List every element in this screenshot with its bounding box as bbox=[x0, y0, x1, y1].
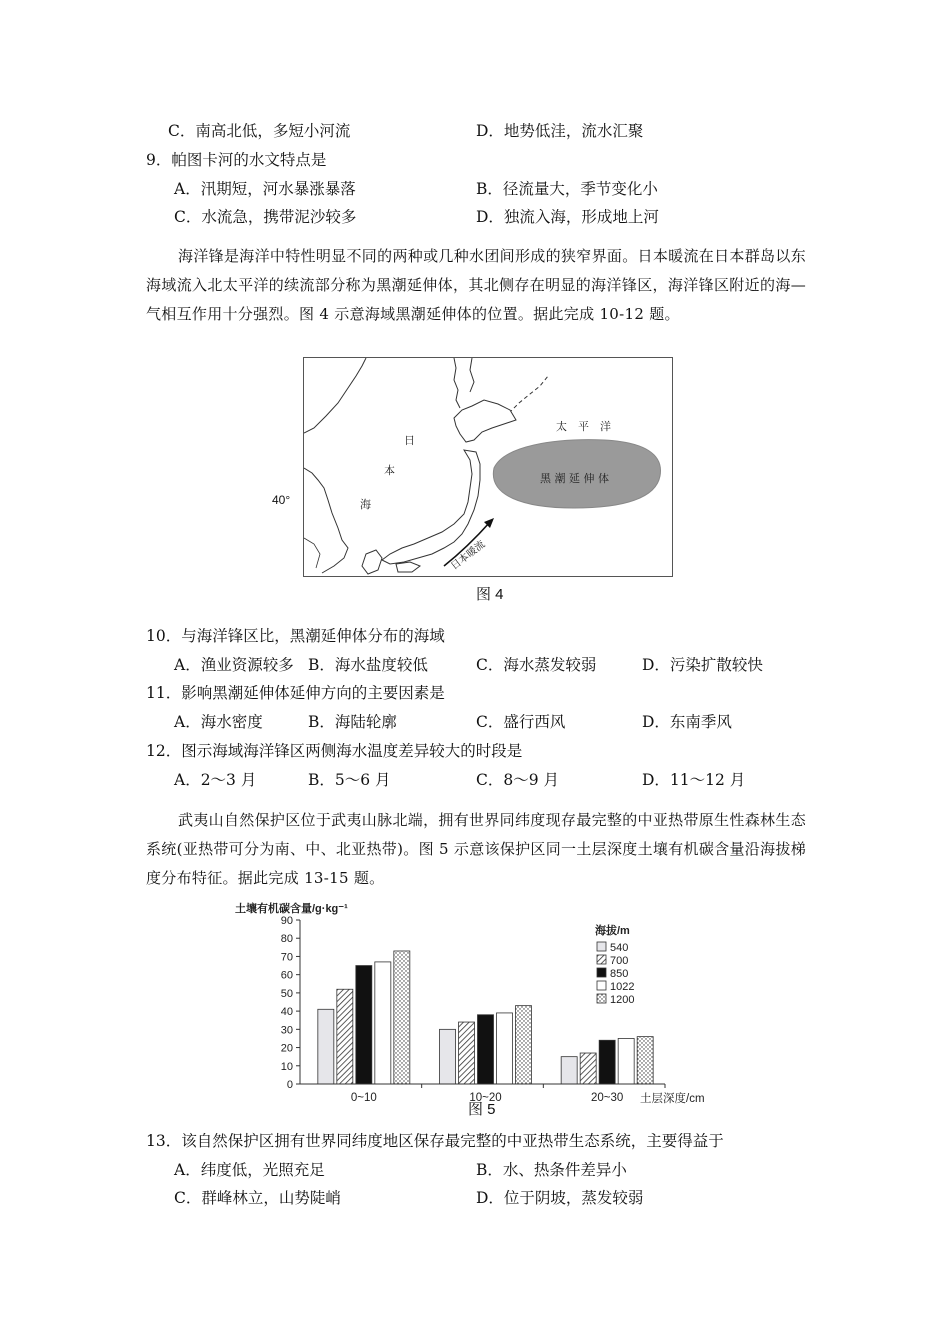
bar-0-10-1200 bbox=[394, 951, 410, 1084]
q13-option-a: A．纬度低，光照充足 bbox=[174, 1161, 325, 1179]
q9-option-a: A．汛期短，河水暴涨暴落 bbox=[174, 180, 356, 198]
q8-option-d: D．地势低洼，流水汇聚 bbox=[476, 122, 644, 140]
q10-option-a: A．渔业资源较多 bbox=[174, 656, 294, 674]
q11-option-a: A．海水密度 bbox=[174, 713, 263, 731]
bar-10-20-1022 bbox=[497, 1013, 513, 1084]
q8-option-c: C．南高北低，多短小河流 bbox=[168, 122, 351, 140]
q12-option-a: A．2～3 月 bbox=[174, 771, 257, 789]
bar-0-10-540 bbox=[318, 1009, 334, 1084]
japan-map bbox=[304, 358, 672, 576]
bar-20-30-700 bbox=[580, 1053, 596, 1084]
q11-option-c: C．盛行西风 bbox=[476, 713, 566, 731]
figure-4-map bbox=[303, 357, 673, 577]
legend-label-1022: 1022 bbox=[610, 981, 635, 993]
map-latitude-label: 40° bbox=[272, 493, 291, 507]
label-japan-current: 日本暖流 bbox=[449, 539, 488, 573]
bar-0-10-850 bbox=[356, 966, 372, 1084]
x-tick-label: 20~30 bbox=[591, 1092, 624, 1104]
legend-label-540: 540 bbox=[610, 942, 629, 954]
bar-20-30-540 bbox=[561, 1057, 577, 1084]
y-tick-label: 0 bbox=[286, 1079, 293, 1091]
bar-10-20-850 bbox=[478, 1015, 494, 1084]
y-axis bbox=[281, 915, 300, 1091]
q9-option-c: C．水流急，携带泥沙较多 bbox=[174, 208, 357, 226]
legend-swatch-540 bbox=[597, 942, 606, 951]
y-tick-label: 30 bbox=[280, 1024, 293, 1037]
legend-swatch-1200 bbox=[597, 994, 606, 1003]
x-tick-label: 10~20 bbox=[469, 1092, 502, 1104]
bar-20-30-850 bbox=[599, 1040, 615, 1084]
y-tick-label: 10 bbox=[280, 1060, 293, 1073]
kyushu-coastline bbox=[362, 550, 382, 574]
label-sea-ri: 日 bbox=[404, 434, 415, 447]
y-tick-label: 90 bbox=[280, 915, 293, 927]
passage-ocean-front: 海洋锋是海洋中特性明显不同的两种或几种水团间形成的狭窄界面。日本暖流在日本群岛以东海域流入北太平洋的续流部分称为黑潮延伸体，其北侧存在明显的海洋锋区，海洋锋区附近的海—气相互作用十分强烈。图 4 示意海域黑潮延伸体的位置。据此完成 10-12 题。 bbox=[146, 247, 806, 323]
q12-option-c: C．8～9 月 bbox=[476, 771, 560, 789]
q13-option-c: C．群峰林立，山势陡峭 bbox=[174, 1189, 341, 1207]
label-sea-hai: 海 bbox=[360, 498, 371, 511]
y-tick-label: 40 bbox=[280, 1006, 293, 1019]
kuril-islands bbox=[509, 376, 548, 413]
legend-label-850: 850 bbox=[610, 968, 629, 980]
q10-stem: 10．与海洋锋区比，黑潮延伸体分布的海域 bbox=[146, 627, 445, 645]
sakhalin-coastline bbox=[454, 358, 460, 408]
legend-swatch-700 bbox=[597, 955, 606, 964]
chart-ylabel: 土壤有机碳含量/g·kg⁻¹ bbox=[235, 903, 348, 915]
label-pacific: 太 平 洋 bbox=[556, 420, 611, 433]
korea-coastline bbox=[304, 468, 348, 573]
q10-option-b: B．海水盐度较低 bbox=[308, 656, 428, 674]
q13-stem: 13．该自然保护区拥有世界同纬度地区保存最完整的中亚热带生态系统，主要得益于 bbox=[146, 1132, 724, 1150]
bar-0-10-1022 bbox=[375, 962, 391, 1084]
x-tick-label: 0~10 bbox=[350, 1092, 377, 1104]
chart-legend bbox=[595, 923, 634, 1006]
q12-option-b: B．5～6 月 bbox=[308, 771, 391, 789]
y-tick-label: 80 bbox=[280, 933, 293, 946]
passage-wuyishan: 武夷山自然保护区位于武夷山脉北端，拥有世界同纬度现存最完整的中亚热带原生性森林生态系统(亚热带可分为南、中、北亚热带)。图 5 示意该保护区同一土层深度土壤有机碳含量沿海拔梯度分布特征。据此完成 13-15 题。 bbox=[146, 811, 806, 887]
figure-5-caption: 图 5 bbox=[468, 1101, 496, 1118]
q12-option-d: D．11～12 月 bbox=[642, 771, 746, 789]
q11-option-d: D．东南季风 bbox=[642, 713, 732, 731]
bar-20-30-1200 bbox=[637, 1037, 653, 1084]
mainland-coastline bbox=[304, 358, 366, 433]
legend-swatch-850 bbox=[597, 968, 606, 977]
legend-label-1200: 1200 bbox=[610, 994, 635, 1006]
figure-4-caption: 图 4 bbox=[476, 586, 504, 603]
bar-10-20-700 bbox=[459, 1022, 475, 1084]
legend-label-700: 700 bbox=[610, 955, 629, 967]
q11-stem: 11．影响黑潮延伸体延伸方向的主要因素是 bbox=[146, 684, 445, 702]
soil-carbon-bar-chart bbox=[225, 898, 725, 1116]
bar-10-20-540 bbox=[440, 1029, 456, 1084]
bar-10-20-1200 bbox=[516, 1006, 532, 1084]
y-tick-label: 60 bbox=[280, 969, 293, 982]
bar-0-10-700 bbox=[337, 989, 353, 1084]
chart-xlabel: 土层深度/cm bbox=[640, 1093, 705, 1105]
bar-20-30-1022 bbox=[618, 1038, 634, 1084]
legend-title: 海拔/m bbox=[595, 925, 630, 937]
figure-5-chart bbox=[225, 898, 725, 1116]
q13-option-d: D．位于阴坡，蒸发较弱 bbox=[476, 1189, 644, 1207]
y-tick-label: 20 bbox=[280, 1042, 293, 1055]
y-tick-label: 70 bbox=[280, 951, 293, 964]
q9-stem: 9．帕图卡河的水文特点是 bbox=[146, 151, 327, 169]
hokkaido-coastline bbox=[454, 400, 516, 442]
legend-swatch-1022 bbox=[597, 981, 606, 990]
q10-option-c: C．海水蒸发较弱 bbox=[476, 656, 597, 674]
shikoku-coastline bbox=[396, 562, 420, 572]
q13-option-b: B．水、热条件差异小 bbox=[476, 1161, 627, 1179]
q10-option-d: D．污染扩散较快 bbox=[642, 656, 763, 674]
label-sea-ben: 本 bbox=[384, 464, 395, 477]
q12-stem: 12．图示海域海洋锋区两侧海水温度差异较大的时段是 bbox=[146, 742, 523, 760]
label-kuroshio-extension: 黑 潮 延 伸 体 bbox=[540, 472, 609, 485]
q9-option-b: B．径流量大，季节变化小 bbox=[476, 180, 658, 198]
y-tick-label: 50 bbox=[280, 987, 293, 1000]
q11-option-b: B．海陆轮廓 bbox=[308, 713, 397, 731]
q9-option-d: D．独流入海，形成地上河 bbox=[476, 208, 659, 226]
